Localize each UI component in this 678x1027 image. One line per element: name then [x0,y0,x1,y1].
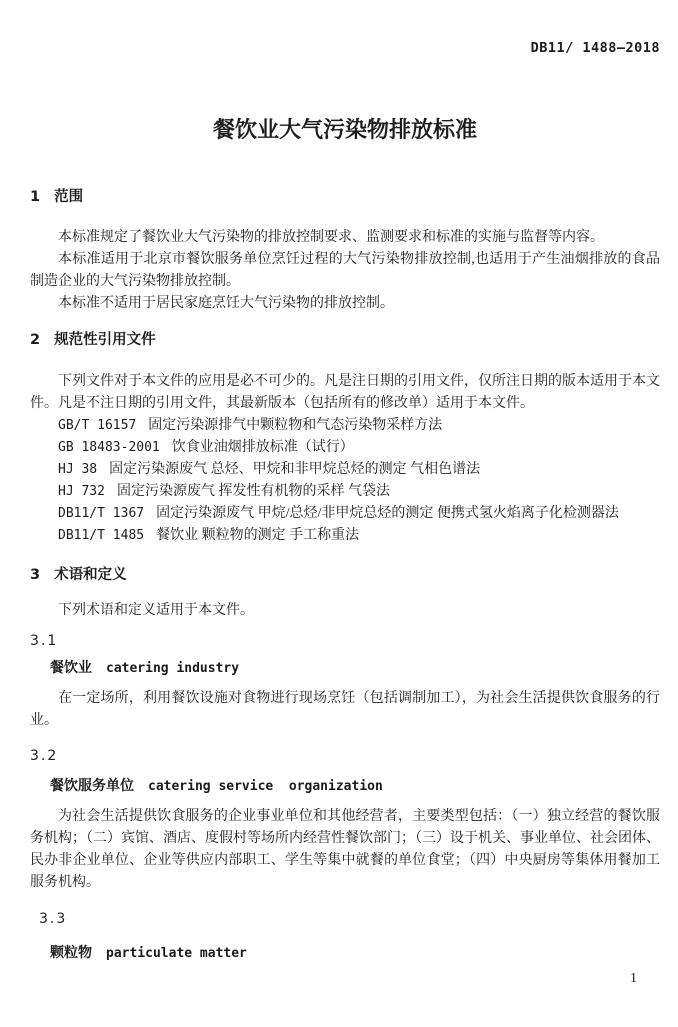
doc-title: 餐饮业大气污染物排放标准 [212,118,477,143]
scope-paragraph-1: 本标准规定了餐饮业大气污染物的排放控制要求、监测要求和标准的实施与监督等内容。 [58,230,604,245]
term-en-label: particulate matter [106,946,247,961]
reference-item [30,459,660,481]
section-3-title: 术语和定义 [54,567,127,583]
section-2-number: 2 [30,332,41,348]
reference-code: DB11/T 1367 [58,506,145,521]
term-3-2-title [30,776,660,798]
terms-intro: 下列术语和定义适用于本文件。 [58,603,254,618]
reference-title: 固定污染源废气 甲烷/总烃/非甲烷总烃的测定 便携式氢火焰离子化检测器法 [156,506,619,521]
term-3-2-number: 3.2 [30,748,59,764]
section-3-heading [30,567,660,584]
reference-item [30,525,660,547]
section-3-number: 3 [30,567,41,583]
term-3-3-title [30,943,660,965]
reference-code: GB 18483-2001 [58,440,160,455]
reference-code: HJ 38 [58,462,98,477]
term-en-label: catering industry [106,661,240,676]
reference-item [30,481,660,503]
reference-item [30,503,660,525]
reference-item [30,437,660,459]
references-intro: 下列文件对于本文件的应用是必不可少的。凡是注日期的引用文件，仅所注日期的版本适用于本文件。凡是不注日期的引用文件，其最新版本（包括所有的修改单）适用于本文件。 [30,374,660,411]
term-3-1-number: 3.1 [30,633,59,649]
section-2-heading [30,332,660,349]
reference-title: 固定污染源排气中颗粒物和气态污染物采样方法 [148,418,443,433]
reference-title: 餐饮业 颗粒物的测定 手工称重法 [156,528,360,543]
scope-paragraph-2: 本标准适用于北京市餐饮服务单位烹饪过程的大气污染物排放控制,也适用于产生油烟排放的食品制造企业的大气污染物排放控制。 [30,252,660,289]
reference-title: 固定污染源废气 总烃、甲烷和非甲烷总烃的测定 气相色谱法 [109,462,481,477]
reference-code: GB/T 16157 [58,418,137,433]
normative-references-list [30,415,660,547]
term-3-3-number: 3.3 [39,911,68,927]
section-1-heading [30,189,660,206]
term-en-label: catering service organization [148,779,383,794]
term-3-1-title [30,658,660,680]
term-3-2-definition: 为社会生活提供饮食服务的企业事业单位和其他经营者，主要类型包括：（一）独立经营的餐饮服务机构；（二）宾馆、酒店、度假村等场所内经营性餐饮部门；（三）设于机关、事业单位、社会团体、民办非企业单位、企业等供应内部职工、学生等集中就餐的单位食堂；（四）中央厨房等集体用餐加工服务机构。 [30,809,660,890]
section-1-number: 1 [30,189,41,205]
term-3-1-definition: 在一定场所，利用餐饮设施对食物进行现场烹饪（包括调制加工），为社会生活提供饮食服务的行业。 [30,691,660,728]
section-2-title: 规范性引用文件 [54,332,156,348]
reference-item [30,415,660,437]
term-zh-label: 餐饮业 [50,661,92,676]
term-zh-label: 颗粒物 [50,946,92,961]
reference-code: HJ 732 [58,484,105,499]
term-zh-label: 餐饮服务单位 [50,779,134,794]
scope-paragraph-3: 本标准不适用于居民家庭烹饪大气污染物的排放控制。 [58,296,394,311]
reference-title: 饮食业油烟排放标准（试行） [171,440,354,455]
doc-number: DB11/ 1488—2018 [530,40,660,56]
reference-title: 固定污染源废气 挥发性有机物的采样 气袋法 [116,484,390,499]
page-number: 1 [630,971,637,986]
reference-code: DB11/T 1485 [58,528,145,543]
section-1-title: 范围 [54,189,84,205]
